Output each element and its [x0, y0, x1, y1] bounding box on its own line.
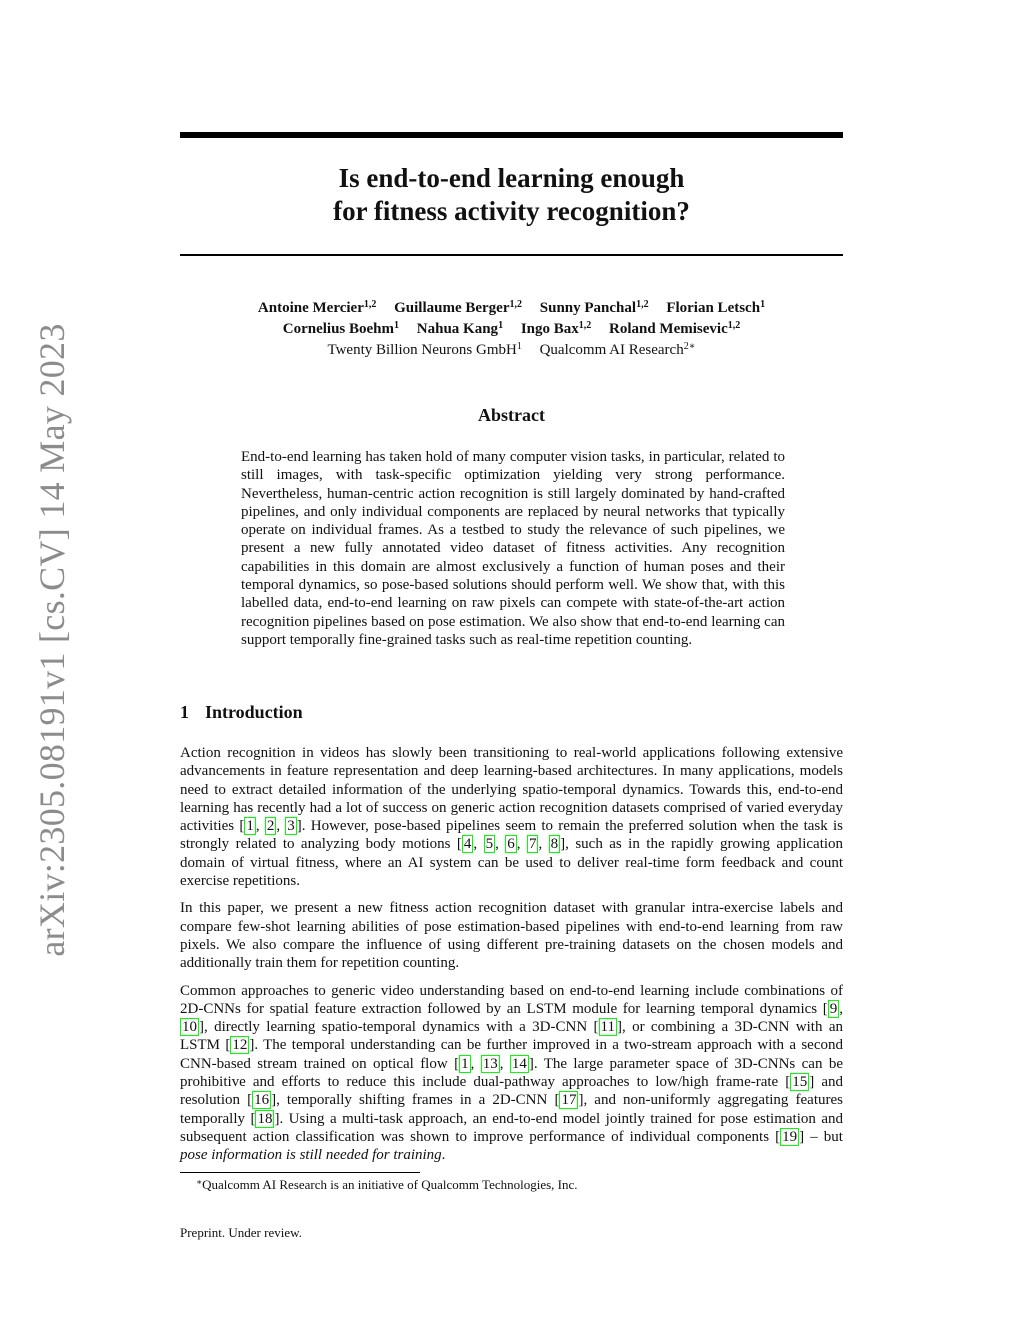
- abstract-text: End-to-end learning has taken hold of many computer vision tasks, in particular, related to still images, with task-specific optimization yielding very strong performance. Nevertheless, human-centric action recognition is still largely dominated by hand-crafted pipelines, and only individual components are replaced by neural networks that typically operate on individual frames. As a testbed to study the relevance of such pipelines, we present a new fully annotated video dataset of fitness activities. Any recognition capabilities in this domain are almost exclusively a function of human poses and their temporal dynamics, so pose-based solutions should perform well. We show that, with this labelled data, end-to-end learning on raw pixels can compete with state-of-the-art action recognition pipelines based on pose estimation. We also show that end-to-end learning can support temporally fine-grained tasks such as real-time repetition counting.: [241, 449, 785, 648]
- text-run: ,: [255, 818, 265, 835]
- citation-link[interactable]: 8: [550, 836, 559, 853]
- arxiv-identifier-stamp: arXiv:2305.08191v1 [cs.CV] 14 May 2023: [32, 323, 72, 957]
- affiliation-mark: 1: [516, 341, 522, 352]
- title-bottom-rule: [180, 254, 843, 256]
- text-run: ], temporally shifting frames in a 2D-CNN [: [271, 1092, 560, 1109]
- title-top-rule: [180, 132, 843, 138]
- author-name: Roland Memisevic: [609, 321, 728, 337]
- section-number: 1: [180, 702, 189, 722]
- text-run: ]. The temporal understanding can be further improved in a two-stream approach with a second CNN-based stream trained on optical flow [: [180, 1037, 843, 1072]
- affiliation: [327, 342, 521, 358]
- author-affiliation-mark: 1,2: [578, 320, 592, 331]
- footnote-text: Qualcomm AI Research is an initiative of Qualcomm Technologies, Inc.: [202, 1177, 578, 1192]
- author: [609, 321, 740, 337]
- citation-link[interactable]: 17: [561, 1092, 577, 1109]
- paragraph: [180, 982, 843, 1165]
- author-name: Cornelius Boehm: [282, 321, 395, 337]
- emphasized-text: pose information is still needed for training: [180, 1147, 442, 1164]
- abstract-heading: Abstract: [478, 405, 545, 425]
- citation-link[interactable]: 7: [528, 836, 537, 853]
- citation-link[interactable]: 1: [461, 1055, 469, 1072]
- text-run: In this paper, we present a new fitness action recognition dataset with granular intra-exercise labels and compare few-shot learning abilities of pose estimation-based pipelines with end-to-end learning from raw pixels. We also compare the influence of using different pre-training datasets on the chosen models and additionally train them for repetition counting.: [180, 900, 843, 972]
- citation-link[interactable]: 1: [246, 818, 254, 835]
- text-run: Action recognition in videos has slowly been transitioning to real-world applications following extensive advancements in feature representation and deep learning-based architectures. In many applications, models need to extract detailed information of the underlying spatio-temporal dynamics. Towards this, end-to-end learning has recently had a lot of success on generic action recognition datasets comprised of varied everyday activities [: [180, 745, 843, 835]
- text-run: ,: [470, 1055, 481, 1072]
- author-affiliation-mark: 1: [760, 299, 766, 310]
- title-line: Is end-to-end learning enough: [338, 163, 685, 193]
- text-run: ,: [499, 1055, 510, 1072]
- author-affiliation-mark: 1,2: [636, 299, 649, 310]
- author: [283, 321, 399, 337]
- text-run: ] and resolution [: [180, 1074, 844, 1109]
- author-name: Nahua Kang: [416, 321, 499, 337]
- citation-link[interactable]: 6: [507, 836, 515, 853]
- text-run: ,: [538, 836, 549, 853]
- text-run: ]. However, pose-based pipelines seem to remain the preferred solution when the task is strongly related to analyzing body motions [: [180, 818, 843, 853]
- citation-link[interactable]: 10: [182, 1019, 197, 1036]
- citation-link[interactable]: 5: [485, 836, 494, 853]
- affiliation-name: Twenty Billion Neurons GmbH: [327, 342, 517, 358]
- text-run: .: [441, 1147, 446, 1164]
- text-run: ,: [839, 1000, 843, 1017]
- author: [258, 300, 376, 316]
- text-run: ,: [473, 836, 484, 853]
- preprint-note: Preprint. Under review.: [180, 1225, 302, 1240]
- text-run: ], directly learning spatio-temporal dynamics with a 3D-CNN [: [199, 1019, 599, 1036]
- author-name: Florian Letsch: [666, 300, 761, 316]
- title-line: for fitness activity recognition?: [333, 196, 690, 226]
- citation-link[interactable]: 18: [257, 1110, 273, 1127]
- text-run: ], and non-uniformly aggregating features temporally [: [180, 1092, 843, 1127]
- citation-link[interactable]: 15: [792, 1074, 808, 1091]
- citation-link[interactable]: 2: [266, 818, 275, 835]
- author-name: Sunny Panchal: [539, 300, 637, 316]
- introduction-body: [180, 744, 843, 1174]
- citation-link[interactable]: 16: [254, 1092, 270, 1109]
- author: [521, 321, 591, 337]
- paper-title: [180, 162, 843, 228]
- affiliation-mark: 2∗: [683, 341, 696, 352]
- citation-link[interactable]: 3: [287, 818, 295, 835]
- citation-link[interactable]: 11: [600, 1019, 615, 1036]
- footnote-mark: ∗: [196, 1177, 203, 1187]
- text-run: ,: [516, 836, 527, 853]
- footnote: [196, 1177, 578, 1193]
- citation-link[interactable]: 14: [511, 1055, 527, 1072]
- text-run: ], such as in the rapidly growing application domain of virtual fitness, where an AI system can be used to deliver real-time form feedback and count exercise repetitions.: [180, 836, 844, 890]
- paragraph: [180, 744, 843, 890]
- citation-link[interactable]: 19: [782, 1128, 798, 1145]
- affiliation-name: Qualcomm AI Research: [539, 342, 684, 358]
- section-title: Introduction: [205, 702, 303, 722]
- text-run: ], or combining a 3D-CNN with an LSTM [: [180, 1019, 843, 1054]
- citation-link[interactable]: 4: [463, 836, 472, 853]
- paragraph: [180, 899, 843, 972]
- author-name: Antoine Mercier: [257, 300, 364, 316]
- text-run: ]. Using a multi-task approach, an end-to-end model jointly trained for pose estimation and subsequent action classification was shown to improve performance of individual components [: [180, 1110, 843, 1145]
- text-run: ,: [495, 836, 506, 853]
- text-run: Common approaches to generic video understanding based on end-to-end learning include combinations of 2D-CNNs for spatial feature extraction followed by an LSTM module for learning temporal dynamics [: [180, 982, 843, 1017]
- author: [394, 300, 522, 316]
- author-affiliation-mark: 1,2: [363, 299, 377, 310]
- footnote-rule: [180, 1172, 420, 1173]
- author-row: [180, 319, 843, 340]
- citation-link[interactable]: 13: [482, 1055, 498, 1072]
- author-name: Ingo Bax: [520, 321, 579, 337]
- text-run: ,: [276, 818, 286, 835]
- affiliation-row: [180, 340, 843, 361]
- author: [540, 300, 649, 316]
- text-run: ] – but: [799, 1128, 843, 1145]
- author: [417, 321, 503, 337]
- author: [666, 300, 765, 316]
- citation-link[interactable]: 9: [829, 1000, 838, 1017]
- citation-link[interactable]: 12: [232, 1037, 248, 1054]
- author-affiliation-mark: 1: [394, 320, 400, 331]
- author-row: [180, 298, 843, 319]
- section-heading: [180, 702, 303, 723]
- affiliation: [540, 342, 696, 358]
- author-affiliation-mark: 1: [498, 320, 504, 331]
- author-block: [180, 298, 843, 361]
- author-affiliation-mark: 1,2: [509, 299, 523, 310]
- text-run: ]. The large parameter space of 3D-CNNs can be prohibitive and efforts to reduce this include dual-pathway approaches to low/high frame-rate [: [180, 1055, 844, 1091]
- author-affiliation-mark: 1,2: [727, 320, 741, 331]
- author-name: Guillaume Berger: [394, 300, 510, 316]
